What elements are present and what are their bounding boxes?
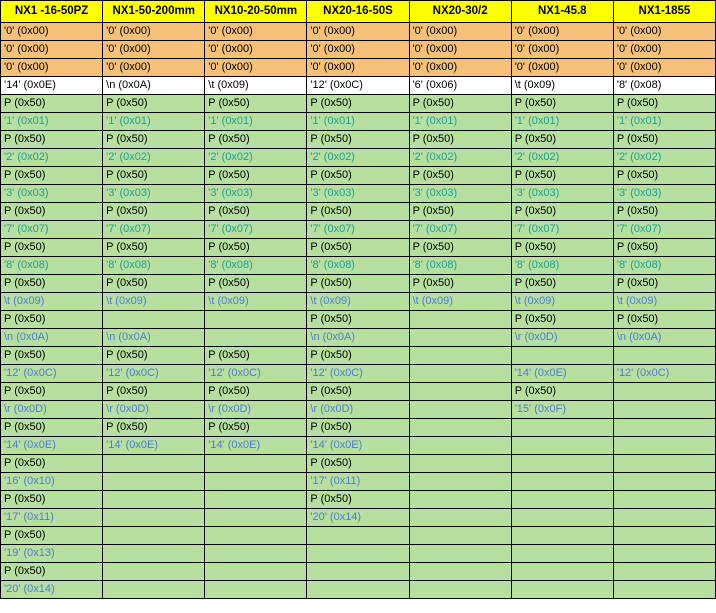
- table-cell[interactable]: '3' (0x03): [409, 185, 511, 203]
- table-cell[interactable]: P (0x50): [1, 527, 103, 545]
- table-cell[interactable]: '2' (0x02): [103, 149, 205, 167]
- table-cell[interactable]: [103, 563, 205, 581]
- table-cell[interactable]: '1' (0x01): [205, 113, 307, 131]
- table-cell[interactable]: [511, 545, 613, 563]
- table-cell[interactable]: \r (0x0D): [1, 401, 103, 419]
- table-row: [1, 527, 716, 545]
- table-row: [1, 401, 716, 419]
- table-cell[interactable]: [511, 491, 613, 509]
- table-cell[interactable]: P (0x50): [511, 239, 613, 257]
- table-cell[interactable]: P (0x50): [205, 347, 307, 365]
- table-row: [1, 419, 716, 437]
- table-cell[interactable]: [409, 545, 511, 563]
- table-cell[interactable]: P (0x50): [205, 239, 307, 257]
- table-row: [1, 383, 716, 401]
- table-cell[interactable]: [103, 545, 205, 563]
- table-cell[interactable]: '8' (0x08): [613, 77, 715, 95]
- table-cell[interactable]: '20' (0x14): [307, 509, 409, 527]
- table-cell[interactable]: \t (0x09): [205, 293, 307, 311]
- table-cell[interactable]: [511, 455, 613, 473]
- table-cell[interactable]: P (0x50): [103, 383, 205, 401]
- table-row: [1, 365, 716, 383]
- table-cell[interactable]: '0' (0x00): [511, 59, 613, 77]
- table-cell[interactable]: \t (0x09): [409, 293, 511, 311]
- table-cell[interactable]: '8' (0x08): [205, 257, 307, 275]
- table-cell[interactable]: P (0x50): [613, 95, 715, 113]
- table-cell[interactable]: [613, 581, 715, 599]
- table-cell[interactable]: P (0x50): [1, 347, 103, 365]
- table-cell[interactable]: [613, 563, 715, 581]
- table-cell[interactable]: [307, 545, 409, 563]
- table-row: [1, 581, 716, 599]
- table-cell[interactable]: \r (0x0D): [307, 401, 409, 419]
- table-cell[interactable]: P (0x50): [1, 383, 103, 401]
- table-cell[interactable]: P (0x50): [511, 131, 613, 149]
- table-cell[interactable]: '1' (0x01): [103, 113, 205, 131]
- table-cell[interactable]: \n (0x0A): [103, 77, 205, 95]
- table-cell[interactable]: [307, 563, 409, 581]
- table-cell[interactable]: '7' (0x07): [1, 221, 103, 239]
- table-row: [1, 491, 716, 509]
- table-cell[interactable]: P (0x50): [307, 167, 409, 185]
- table-cell[interactable]: '8' (0x08): [1, 257, 103, 275]
- table-body: [1, 23, 716, 599]
- table-cell[interactable]: P (0x50): [613, 167, 715, 185]
- table-cell[interactable]: \t (0x09): [511, 293, 613, 311]
- table-cell[interactable]: [511, 581, 613, 599]
- table-cell[interactable]: '14' (0x0E): [1, 77, 103, 95]
- table-cell[interactable]: [103, 311, 205, 329]
- table-cell[interactable]: '14' (0x0E): [511, 365, 613, 383]
- table-cell[interactable]: [205, 311, 307, 329]
- table-row: [1, 131, 716, 149]
- table-cell[interactable]: '0' (0x00): [409, 59, 511, 77]
- table-row: [1, 563, 716, 581]
- table-row: [1, 329, 716, 347]
- column-header[interactable]: NX1 -16-50PZ: [1, 1, 103, 23]
- table-cell[interactable]: [205, 329, 307, 347]
- table-cell[interactable]: '0' (0x00): [205, 23, 307, 41]
- table-cell[interactable]: '3' (0x03): [205, 185, 307, 203]
- table-cell[interactable]: P (0x50): [307, 491, 409, 509]
- table-cell[interactable]: [409, 455, 511, 473]
- table-cell[interactable]: P (0x50): [307, 203, 409, 221]
- table-cell[interactable]: '3' (0x03): [103, 185, 205, 203]
- table-cell[interactable]: P (0x50): [103, 95, 205, 113]
- table-cell[interactable]: '7' (0x07): [205, 221, 307, 239]
- table-cell[interactable]: '12' (0x0C): [103, 365, 205, 383]
- table-cell[interactable]: '0' (0x00): [1, 59, 103, 77]
- table-cell[interactable]: [511, 347, 613, 365]
- table-cell[interactable]: '0' (0x00): [307, 59, 409, 77]
- table-row: [1, 23, 716, 41]
- table-cell[interactable]: [103, 509, 205, 527]
- table-cell[interactable]: \t (0x09): [613, 293, 715, 311]
- table-cell[interactable]: P (0x50): [1, 167, 103, 185]
- table-cell[interactable]: '15' (0x0F): [511, 401, 613, 419]
- table-cell[interactable]: '1' (0x01): [511, 113, 613, 131]
- table-cell[interactable]: '12' (0x0C): [307, 77, 409, 95]
- table-cell[interactable]: '14' (0x0E): [205, 437, 307, 455]
- table-cell[interactable]: P (0x50): [1, 311, 103, 329]
- table-cell[interactable]: P (0x50): [613, 311, 715, 329]
- table-cell[interactable]: \n (0x0A): [1, 329, 103, 347]
- table-cell[interactable]: [409, 365, 511, 383]
- table-row: [1, 293, 716, 311]
- table-cell[interactable]: '7' (0x07): [409, 221, 511, 239]
- table-cell[interactable]: '0' (0x00): [511, 41, 613, 59]
- table-cell[interactable]: [409, 437, 511, 455]
- table-cell[interactable]: '7' (0x07): [511, 221, 613, 239]
- table-cell[interactable]: \r (0x0D): [205, 401, 307, 419]
- table-cell[interactable]: P (0x50): [205, 275, 307, 293]
- table-cell[interactable]: P (0x50): [1, 419, 103, 437]
- table-cell[interactable]: P (0x50): [409, 131, 511, 149]
- column-header[interactable]: NX1-45.8: [511, 1, 613, 23]
- table-cell[interactable]: '0' (0x00): [409, 23, 511, 41]
- table-cell[interactable]: [409, 473, 511, 491]
- table-cell[interactable]: P (0x50): [613, 239, 715, 257]
- table-row: [1, 311, 716, 329]
- table-cell[interactable]: \r (0x0D): [511, 329, 613, 347]
- table-cell[interactable]: P (0x50): [613, 203, 715, 221]
- table-cell[interactable]: P (0x50): [613, 275, 715, 293]
- table-cell[interactable]: [103, 491, 205, 509]
- table-cell[interactable]: '14' (0x0E): [1, 437, 103, 455]
- table-row: [1, 149, 716, 167]
- table-cell[interactable]: P (0x50): [307, 95, 409, 113]
- table-cell[interactable]: '0' (0x00): [205, 59, 307, 77]
- table-cell[interactable]: '1' (0x01): [409, 113, 511, 131]
- table-cell[interactable]: '0' (0x00): [103, 59, 205, 77]
- table-cell[interactable]: [103, 527, 205, 545]
- table-cell[interactable]: [613, 437, 715, 455]
- table-cell[interactable]: P (0x50): [103, 419, 205, 437]
- table-cell[interactable]: P (0x50): [1, 455, 103, 473]
- table-cell[interactable]: [511, 473, 613, 491]
- table-row: [1, 257, 716, 275]
- table-cell[interactable]: '19' (0x13): [1, 545, 103, 563]
- table-cell[interactable]: '1' (0x01): [307, 113, 409, 131]
- table-cell[interactable]: P (0x50): [307, 275, 409, 293]
- table-cell[interactable]: P (0x50): [511, 95, 613, 113]
- table-cell[interactable]: '2' (0x02): [511, 149, 613, 167]
- table-cell[interactable]: [511, 527, 613, 545]
- table-cell[interactable]: '8' (0x08): [307, 257, 409, 275]
- table-cell[interactable]: '3' (0x03): [511, 185, 613, 203]
- table-cell[interactable]: '0' (0x00): [613, 41, 715, 59]
- table-row: [1, 59, 716, 77]
- table-cell[interactable]: P (0x50): [1, 491, 103, 509]
- table-cell[interactable]: [205, 545, 307, 563]
- table-cell[interactable]: [205, 581, 307, 599]
- table-cell[interactable]: P (0x50): [307, 311, 409, 329]
- table-cell[interactable]: [205, 491, 307, 509]
- table-cell[interactable]: [613, 491, 715, 509]
- table-cell[interactable]: '12' (0x0C): [613, 365, 715, 383]
- table-cell[interactable]: [409, 563, 511, 581]
- table-cell[interactable]: P (0x50): [205, 203, 307, 221]
- table-cell[interactable]: [409, 509, 511, 527]
- table-cell[interactable]: P (0x50): [1, 563, 103, 581]
- table-cell[interactable]: P (0x50): [307, 455, 409, 473]
- table-cell[interactable]: [613, 419, 715, 437]
- table-cell[interactable]: P (0x50): [613, 131, 715, 149]
- table-row: [1, 455, 716, 473]
- table-cell[interactable]: '1' (0x01): [613, 113, 715, 131]
- table-cell[interactable]: P (0x50): [409, 167, 511, 185]
- table-cell[interactable]: [103, 473, 205, 491]
- table-cell[interactable]: '8' (0x08): [511, 257, 613, 275]
- table-cell[interactable]: '0' (0x00): [613, 23, 715, 41]
- table-cell[interactable]: P (0x50): [103, 131, 205, 149]
- table-cell[interactable]: [307, 527, 409, 545]
- table-cell[interactable]: P (0x50): [409, 203, 511, 221]
- column-header[interactable]: NX20-30/2: [409, 1, 511, 23]
- table-cell[interactable]: \t (0x09): [103, 293, 205, 311]
- table-cell[interactable]: [613, 347, 715, 365]
- table-cell[interactable]: P (0x50): [511, 383, 613, 401]
- table-cell[interactable]: [613, 473, 715, 491]
- table-row: [1, 545, 716, 563]
- table-cell[interactable]: '2' (0x02): [205, 149, 307, 167]
- table-cell[interactable]: \r (0x0D): [103, 401, 205, 419]
- table-cell[interactable]: P (0x50): [205, 167, 307, 185]
- table-cell[interactable]: [511, 509, 613, 527]
- table-row: [1, 221, 716, 239]
- table-cell[interactable]: P (0x50): [307, 239, 409, 257]
- table-cell[interactable]: [613, 545, 715, 563]
- table-cell[interactable]: P (0x50): [307, 347, 409, 365]
- table-cell[interactable]: \t (0x09): [307, 293, 409, 311]
- table-cell[interactable]: '12' (0x0C): [307, 365, 409, 383]
- table-cell[interactable]: [409, 491, 511, 509]
- table-cell[interactable]: '0' (0x00): [205, 41, 307, 59]
- table-cell[interactable]: [613, 527, 715, 545]
- table-cell[interactable]: [307, 581, 409, 599]
- table-cell[interactable]: '3' (0x03): [1, 185, 103, 203]
- table-cell[interactable]: [409, 401, 511, 419]
- table-cell[interactable]: '0' (0x00): [511, 23, 613, 41]
- table-cell[interactable]: P (0x50): [103, 275, 205, 293]
- table-cell[interactable]: '12' (0x0C): [1, 365, 103, 383]
- table-cell[interactable]: [613, 509, 715, 527]
- table-row: [1, 77, 716, 95]
- table-cell[interactable]: P (0x50): [307, 383, 409, 401]
- table-row: [1, 95, 716, 113]
- table-cell[interactable]: \t (0x09): [205, 77, 307, 95]
- table-cell[interactable]: P (0x50): [1, 203, 103, 221]
- table-cell[interactable]: '14' (0x0E): [307, 437, 409, 455]
- table-cell[interactable]: [409, 383, 511, 401]
- table-cell[interactable]: [103, 455, 205, 473]
- column-header[interactable]: NX20-16-50S: [307, 1, 409, 23]
- table-cell[interactable]: P (0x50): [205, 419, 307, 437]
- table-cell[interactable]: '20' (0x14): [1, 581, 103, 599]
- table-cell[interactable]: '17' (0x11): [1, 509, 103, 527]
- table-cell[interactable]: '2' (0x02): [307, 149, 409, 167]
- table-cell[interactable]: P (0x50): [205, 95, 307, 113]
- table-cell[interactable]: '0' (0x00): [409, 41, 511, 59]
- table-row: [1, 347, 716, 365]
- table-cell[interactable]: P (0x50): [1, 95, 103, 113]
- table-row: [1, 185, 716, 203]
- table-row: [1, 509, 716, 527]
- table-cell[interactable]: P (0x50): [205, 383, 307, 401]
- table-cell[interactable]: P (0x50): [409, 275, 511, 293]
- table-row: [1, 167, 716, 185]
- table-cell[interactable]: '7' (0x07): [103, 221, 205, 239]
- table-cell[interactable]: P (0x50): [409, 95, 511, 113]
- table-cell[interactable]: \n (0x0A): [307, 329, 409, 347]
- table-cell[interactable]: [409, 527, 511, 545]
- table-cell[interactable]: P (0x50): [409, 239, 511, 257]
- table-cell[interactable]: [205, 455, 307, 473]
- table-cell[interactable]: [409, 581, 511, 599]
- table-row: [1, 203, 716, 221]
- table-cell[interactable]: '0' (0x00): [103, 23, 205, 41]
- table-cell[interactable]: \t (0x09): [511, 77, 613, 95]
- table-cell[interactable]: \n (0x0A): [103, 329, 205, 347]
- table-cell[interactable]: '14' (0x0E): [103, 437, 205, 455]
- table-row: [1, 275, 716, 293]
- table-cell[interactable]: '2' (0x02): [613, 149, 715, 167]
- table-cell[interactable]: P (0x50): [511, 275, 613, 293]
- table-cell[interactable]: '8' (0x08): [409, 257, 511, 275]
- table-cell[interactable]: '7' (0x07): [307, 221, 409, 239]
- table-cell[interactable]: '2' (0x02): [409, 149, 511, 167]
- table-cell[interactable]: '8' (0x08): [103, 257, 205, 275]
- table-cell[interactable]: '2' (0x02): [1, 149, 103, 167]
- table-cell[interactable]: P (0x50): [103, 167, 205, 185]
- column-header[interactable]: NX1-1855: [613, 1, 715, 23]
- table-cell[interactable]: [409, 311, 511, 329]
- table-cell[interactable]: \n (0x0A): [613, 329, 715, 347]
- table-cell[interactable]: [103, 581, 205, 599]
- column-header[interactable]: NX10-20-50mm: [205, 1, 307, 23]
- column-header[interactable]: NX1-50-200mm: [103, 1, 205, 23]
- table-cell[interactable]: [511, 419, 613, 437]
- table-header-row: [1, 1, 716, 23]
- table-cell[interactable]: P (0x50): [205, 131, 307, 149]
- table-row: [1, 113, 716, 131]
- table-cell[interactable]: P (0x50): [511, 311, 613, 329]
- table-cell[interactable]: [409, 347, 511, 365]
- table-cell[interactable]: P (0x50): [1, 239, 103, 257]
- table-row: [1, 239, 716, 257]
- table-cell[interactable]: '0' (0x00): [1, 23, 103, 41]
- table-cell[interactable]: '1' (0x01): [1, 113, 103, 131]
- table-cell[interactable]: [409, 419, 511, 437]
- table-cell[interactable]: [511, 563, 613, 581]
- table-cell[interactable]: P (0x50): [1, 275, 103, 293]
- table-cell[interactable]: P (0x50): [511, 167, 613, 185]
- table-cell[interactable]: [205, 473, 307, 491]
- table-cell[interactable]: [613, 455, 715, 473]
- table-cell[interactable]: '6' (0x06): [409, 77, 511, 95]
- table-cell[interactable]: P (0x50): [103, 203, 205, 221]
- table-row: [1, 437, 716, 455]
- table-cell[interactable]: [613, 383, 715, 401]
- table-cell[interactable]: '0' (0x00): [103, 41, 205, 59]
- table-cell[interactable]: P (0x50): [511, 203, 613, 221]
- table-cell[interactable]: [511, 437, 613, 455]
- table-cell[interactable]: [613, 401, 715, 419]
- table-cell[interactable]: '17' (0x11): [307, 473, 409, 491]
- table-cell[interactable]: P (0x50): [307, 131, 409, 149]
- table-cell[interactable]: P (0x50): [307, 419, 409, 437]
- table-cell[interactable]: [205, 509, 307, 527]
- table-cell[interactable]: [205, 527, 307, 545]
- table-cell[interactable]: '16' (0x10): [1, 473, 103, 491]
- table-cell[interactable]: P (0x50): [103, 347, 205, 365]
- table-cell[interactable]: '12' (0x0C): [205, 365, 307, 383]
- table-cell[interactable]: '0' (0x00): [307, 23, 409, 41]
- table-cell[interactable]: P (0x50): [1, 131, 103, 149]
- table-row: [1, 473, 716, 491]
- table-cell[interactable]: '3' (0x03): [307, 185, 409, 203]
- table-cell[interactable]: '0' (0x00): [307, 41, 409, 59]
- table-cell[interactable]: [205, 563, 307, 581]
- table-cell[interactable]: '0' (0x00): [1, 41, 103, 59]
- table-cell[interactable]: [409, 329, 511, 347]
- table-cell[interactable]: '0' (0x00): [613, 59, 715, 77]
- table-cell[interactable]: '8' (0x08): [613, 257, 715, 275]
- table-cell[interactable]: '3' (0x03): [613, 185, 715, 203]
- table-cell[interactable]: '7' (0x07): [613, 221, 715, 239]
- table-cell[interactable]: P (0x50): [103, 239, 205, 257]
- table-row: [1, 41, 716, 59]
- table-cell[interactable]: \t (0x09): [1, 293, 103, 311]
